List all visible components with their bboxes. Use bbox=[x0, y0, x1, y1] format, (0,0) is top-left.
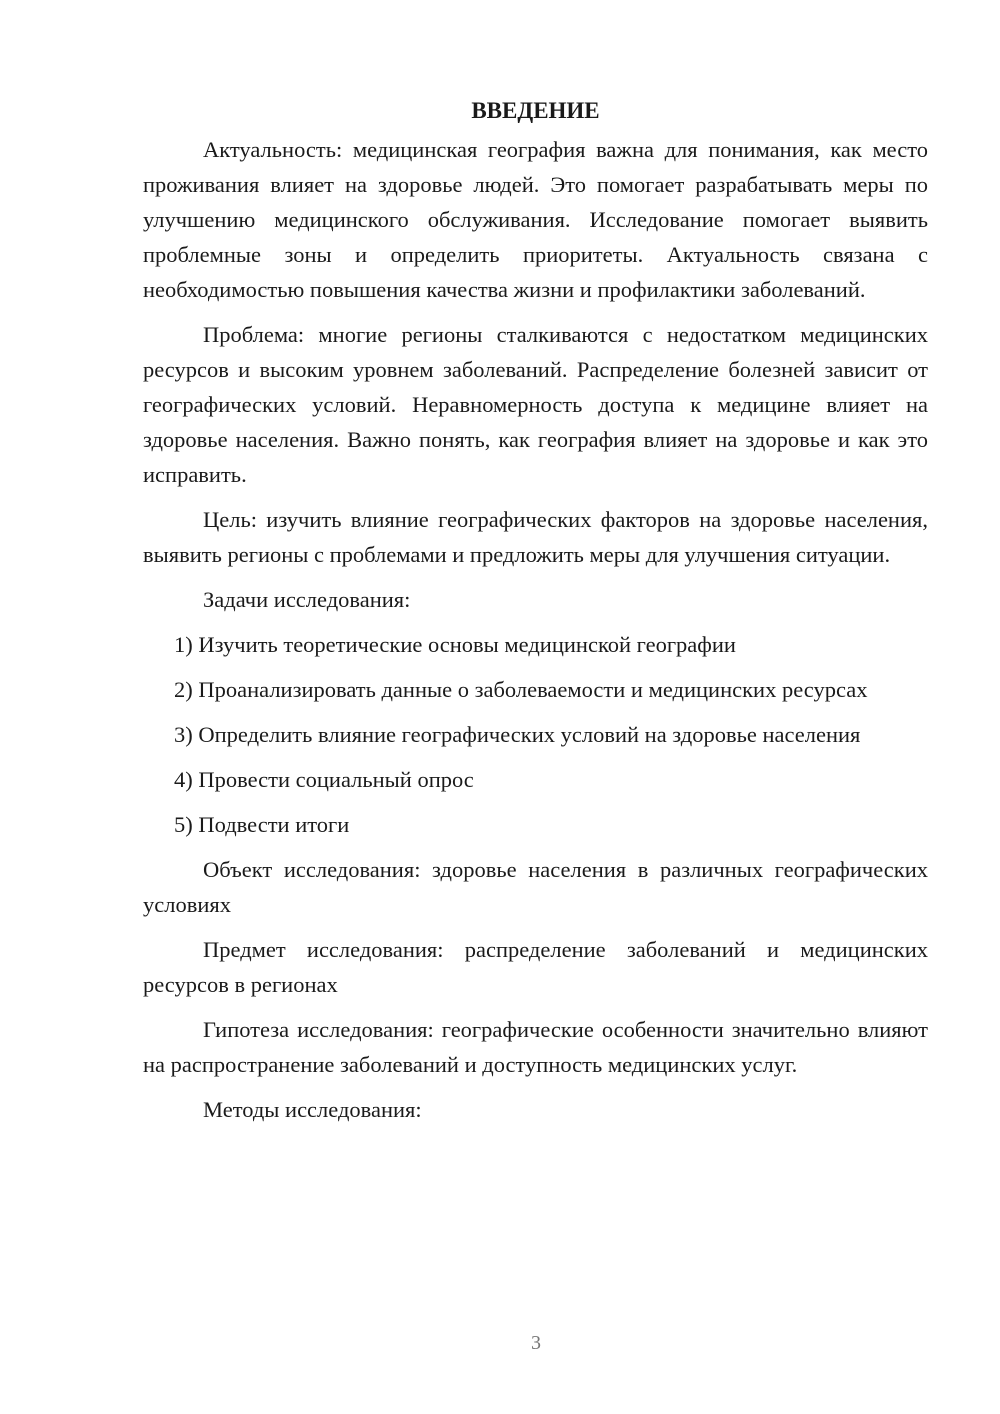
paragraph-object: Объект исследования: здоровье населения в различных географических условиях bbox=[143, 857, 928, 917]
paragraph-hypothesis: Гипотеза исследования: географические особенности значительно влияют на распространение заболеваний и доступность медицинских услуг. bbox=[143, 1017, 928, 1077]
list-item: 5) Подвести итоги bbox=[174, 812, 350, 837]
paragraph-goal: Цель: изучить влияние географических факторов на здоровье населения, выявить регионы с проблемами и предложить меры для улучшения ситуации. bbox=[143, 507, 928, 567]
paragraph-relevance: Актуальность: медицинская география важна для понимания, как место проживания влияет на здоровье людей. Это помогает разрабатывать меры по улучшению медицинского обслуживания. Исследование помогает выявить проблемные зоны и определить приоритеты. Актуальность связана с необходимостью повышения качества жизни и профилактики заболеваний. bbox=[143, 137, 928, 302]
section-title: ВВЕДЕНИЕ bbox=[471, 98, 600, 123]
page-content bbox=[143, 96, 928, 1137]
page-number: 3 bbox=[531, 1332, 541, 1354]
list-item: 1) Изучить теоретические основы медицинской географии bbox=[174, 632, 736, 657]
tasks-list bbox=[143, 627, 928, 842]
paragraph-problem: Проблема: многие регионы сталкиваются с недостатком медицинских ресурсов и высоким уровнем заболеваний. Распределение болезней зависит от географических условий. Неравномерность доступа к медицине влияет на здоровье населения. Важно понять, как география влияет на здоровье и как это исправить. bbox=[143, 322, 928, 487]
list-item: 2) Проанализировать данные о заболеваемости и медицинских ресурсах bbox=[174, 677, 868, 702]
list-item: 4) Провести социальный опрос bbox=[174, 767, 474, 792]
list-item: 3) Определить влияние географических условий на здоровье населения bbox=[174, 722, 861, 747]
methods-heading: Методы исследования: bbox=[203, 1097, 422, 1122]
paragraph-subject: Предмет исследования: распределение заболеваний и медицинских ресурсов в регионах bbox=[143, 937, 928, 997]
tasks-heading: Задачи исследования: bbox=[203, 587, 411, 612]
